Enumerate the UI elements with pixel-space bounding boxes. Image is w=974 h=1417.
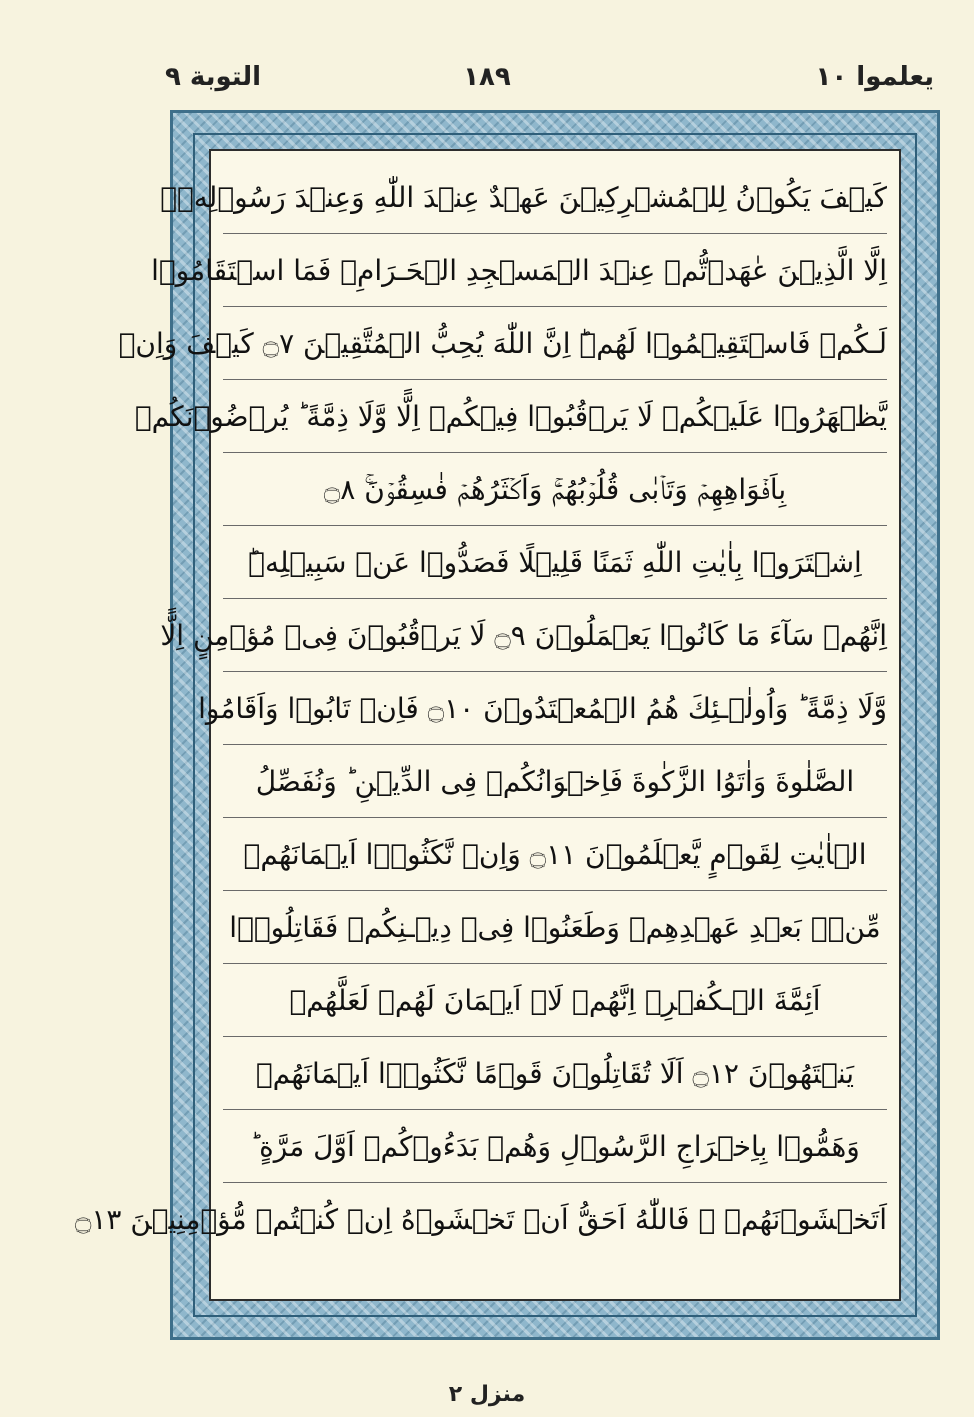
verse-line: اَئِمَّةَ الۡـكُفۡرِ​ۙ اِنَّهُمۡ لَاۤ اَيۡمَانَ لَهُمۡ لَعَلَّهُمۡ [223, 966, 887, 1037]
surah-label: التوبة ٩ [165, 62, 262, 92]
manzil-footer: منزل ٢ [448, 1382, 526, 1407]
verse-line: كَيۡفَ يَكُوۡنُ لِلۡمُشۡرِكِيۡنَ عَهۡدٌ عِنۡدَ اللّٰهِ وَعِنۡدَ رَسُوۡلِهٖۤ [223, 163, 887, 234]
verse-line: لَـكُمۡ فَاسۡتَقِيۡمُوۡا لَهُمۡ​ؕ اِنَّ اللّٰهَ يُحِبُّ الۡمُتَّقِيۡنَ ۝٧ كَيۡفَ وَاِنۡ [223, 309, 887, 380]
verse-line: اِلَّا الَّذِيۡنَ عٰهَدۡتُّمۡ عِنۡدَ الۡمَسۡجِدِ الۡحَـرَامِۚ فَمَا اسۡتَقَامُوۡا [223, 236, 887, 307]
verse-line: اَتَخۡشَوۡنَهُمۡ​ ۚ فَاللّٰهُ اَحَقُّ اَنۡ تَخۡشَوۡهُ اِنۡ كُنۡتُمۡ مُّؤۡمِنِيۡنَ ۝١٣ [74, 1203, 887, 1236]
verse-line: اِشۡتَرَوۡا بِاٰيٰتِ اللّٰهِ ثَمَنًا قَلِيۡلًا فَصَدُّوۡا عَنۡ سَبِيۡلِهٖ​ؕ [223, 528, 887, 599]
ornamental-border [74, 110, 940, 1340]
verse-line: يَنۡتَهُوۡنَ ۝١٢ اَلَا تُقَاتِلُوۡنَ قَوۡمًا نَّكَثُوۡۤا اَيۡمَانَهُمۡ [223, 1039, 887, 1110]
verse-line: الۡاٰيٰتِ لِقَوۡمٍ يَّعۡلَمُوۡنَ ۝١١ وَاِنۡ نَّكَثُوۡۤا اَيۡمَانَهُمۡ [223, 820, 887, 891]
verse-line: الصَّلٰوةَ وَاٰتَوُا الزَّكٰوةَ فَاِخۡوَانُكُمۡ فِى الدِّيۡنِ​ ؕ وَنُفَصِّلُ [223, 747, 887, 818]
text-area [74, 149, 901, 1301]
verse-line: وَهَمُّوۡا بِاِخۡرَاجِ الرَّسُوۡلِ وَهُمۡ بَدَءُوۡكُمۡ اَوَّلَ مَرَّةٍ​ ؕ [223, 1112, 887, 1183]
page-header [0, 62, 974, 102]
verse-line: وَّلَا ذِمَّةً​ ؕ وَاُولٰۤـئِكَ هُمُ الۡمُعۡتَدُوۡنَ ۝١٠ فَاِنۡ تَابُوۡا وَاَقَامُوا [223, 674, 887, 745]
verse-line: يَّظۡهَرُوۡا عَلَيۡكُمۡ لَا يَرۡقُبُوۡا فِيۡكُمۡ اِلًّا وَّلَا ذِمَّةً​ ؕ يُرۡضُوۡنَكُمۡ [223, 382, 887, 453]
juz-label: يعلموا ١٠ [815, 62, 934, 92]
verse-line: مِّنۡۢ بَعۡدِ عَهۡدِهِمۡ وَطَعَنُوۡا فِىۡ دِيۡـنِكُمۡ فَقَاتِلُوۡۤا [223, 893, 887, 964]
verse-line: اِنَّهُمۡ سَآءَ مَا كَانُوۡا يَعۡمَلُوۡنَ ۝٩ لَا يَرۡقُبُوۡنَ فِىۡ مُؤۡمِنٍ اِلًّا [223, 601, 887, 672]
page-number: ١٨٩ [463, 62, 511, 92]
verse-line: بِاَفۡوَاهِهِمۡ وَتَاۡبٰى قُلُوۡبُهُمۡ​ۚ وَاَكۡثَرُهُمۡ فٰسِقُوۡنَ​ۚ ۝٨ [223, 455, 887, 526]
